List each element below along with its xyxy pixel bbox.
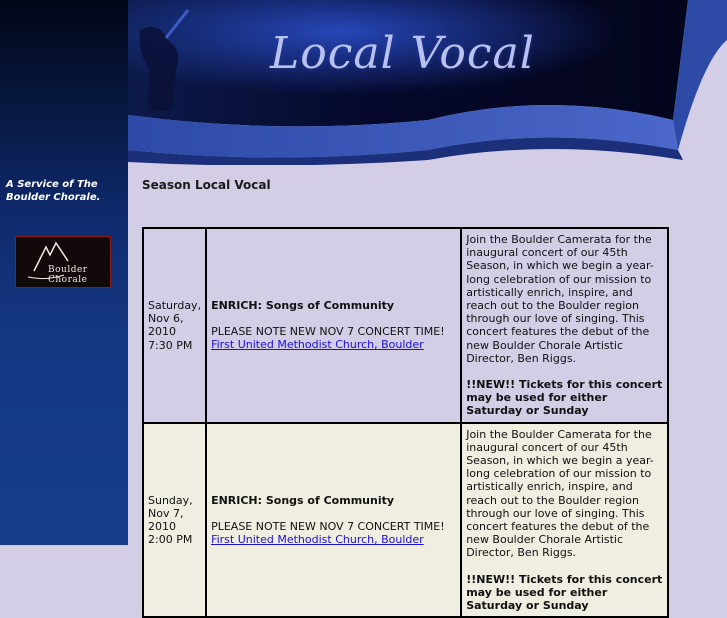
site-title: Local Vocal xyxy=(270,28,535,79)
banner-graphic xyxy=(128,0,727,165)
ticket-note: !!NEW!! Tickets for this concert may be used for either Saturday or Sunday xyxy=(466,378,663,418)
event-date: Nov 6, xyxy=(148,312,184,326)
event-year: 2010 xyxy=(148,325,176,339)
venue-link[interactable]: First United Methodist Church, Boulder xyxy=(211,533,424,547)
sidebar xyxy=(0,0,128,545)
event-name: ENRICH: Songs of Community xyxy=(211,493,395,507)
event-note: PLEASE NOTE NEW NOV 7 CONCERT TIME! xyxy=(211,325,445,339)
page-title: Season Local Vocal xyxy=(142,178,271,192)
event-description: Join the Boulder Camerata for the inaugural concert of our 45th Season, in which we begin a year-long celebration of our mission to artistically enrich, inspire, and reach out to the Boulder region through our love of singing. This concert features the debut of the new Boulder Chorale Artistic Director, Ben Riggs. xyxy=(466,233,654,365)
event-day: Sunday, xyxy=(148,493,193,507)
event-year: 2010 xyxy=(148,519,176,533)
event-day: Saturday, xyxy=(148,298,202,312)
event-description: Join the Boulder Camerata for the inaugural concert of our 45th Season, in which we begin a year-long celebration of our mission to artistically enrich, inspire, and reach out to the Boulder region through our love of singing. This concert features the debut of the new Boulder Chorale Artistic Director, Ben Riggs. xyxy=(466,427,654,560)
table-row xyxy=(143,228,668,423)
event-info-cell xyxy=(206,228,461,423)
event-info-cell xyxy=(206,423,461,618)
event-description-cell xyxy=(461,423,668,618)
event-time: 7:30 PM xyxy=(148,338,193,352)
logo-text: Boulder Chorale xyxy=(48,265,88,285)
event-note: PLEASE NOTE NEW NOV 7 CONCERT TIME! xyxy=(211,519,445,533)
event-date-cell xyxy=(143,423,206,618)
table-row xyxy=(143,423,668,618)
event-date: Nov 7, xyxy=(148,506,184,520)
event-description-cell xyxy=(461,228,668,423)
venue-link[interactable]: First United Methodist Church, Boulder xyxy=(211,338,424,352)
header-banner xyxy=(128,0,727,165)
main-content xyxy=(142,178,670,618)
service-text: A Service of The Boulder Chorale. xyxy=(6,179,101,203)
boulder-chorale-logo[interactable] xyxy=(15,236,111,288)
event-date-cell xyxy=(143,228,206,423)
ticket-note: !!NEW!! Tickets for this concert may be used for either Saturday or Sunday xyxy=(466,572,663,613)
event-time: 2:00 PM xyxy=(148,533,193,547)
event-name: ENRICH: Songs of Community xyxy=(211,299,395,313)
event-table xyxy=(142,227,669,618)
